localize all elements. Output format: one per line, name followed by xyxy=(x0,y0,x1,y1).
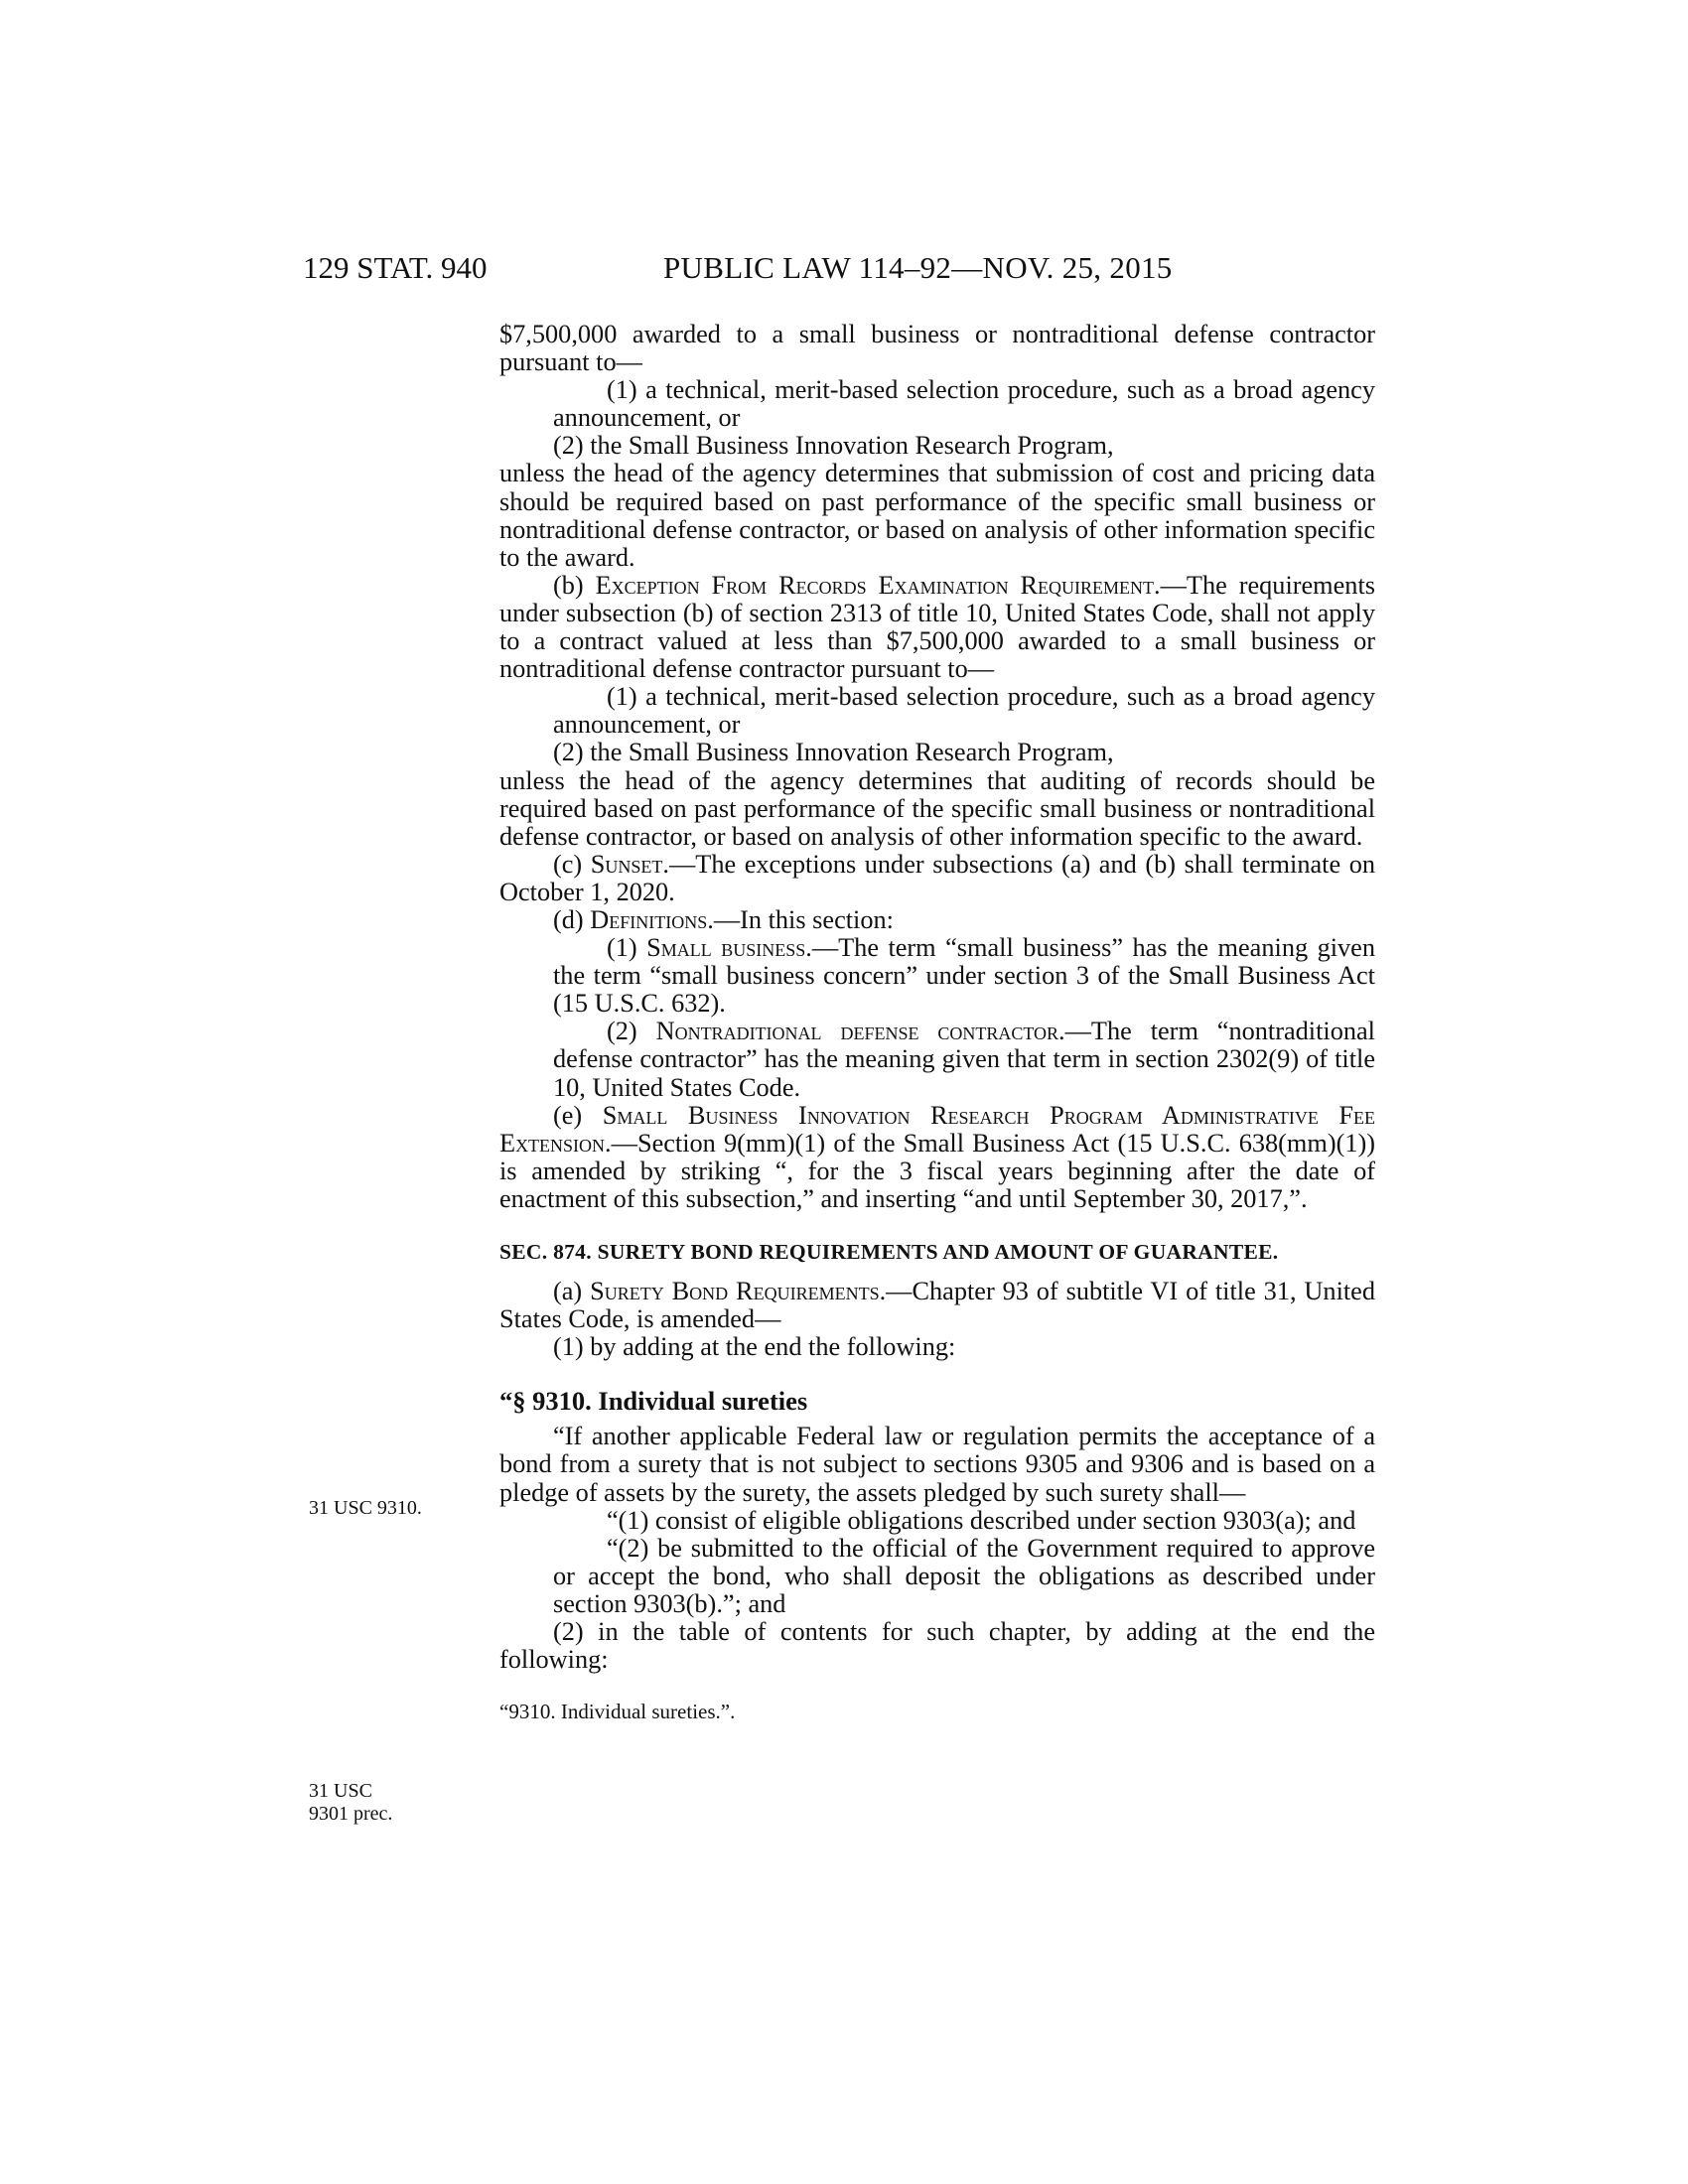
paragraph-heading: Nontraditional defense contractor. xyxy=(655,1017,1065,1046)
paragraph-text: —The term “nontraditional defense contractor” has the meaning given that term in section 2302(9) of title 10, United States Code. xyxy=(553,1017,1375,1102)
item-b2: (2) the Small Business Innovation Research Program, xyxy=(553,738,1114,767)
subsection-label: (c) xyxy=(553,849,591,879)
subsection-heading: Exception From Records Examination Requirement. xyxy=(595,570,1161,600)
margin-note-line: 31 USC xyxy=(309,1780,372,1802)
subsection-heading: Surety Bond Requirements. xyxy=(590,1277,887,1305)
paragraph-label: (1) xyxy=(607,933,647,963)
subsection-text: —Section 9(mm)(1) of the Small Business Act (15 U.S.C. 638(mm)(1)) is amended by striking “, for the 3 fiscal years beginning after the date of enactment of this subsection,” and inserting “and until September 30, 2017,”. xyxy=(499,1128,1375,1213)
subsection-d xyxy=(499,906,1375,934)
subsection-heading: Small Business Innovation Research Program Administrative Fee Extension. xyxy=(499,1100,1375,1158)
subsection-heading: Sunset. xyxy=(590,849,669,879)
section-874-heading: SEC. 874. SURETY BOND REQUIREMENTS AND AMOUNT OF GUARANTEE. xyxy=(499,1240,1279,1264)
statute-body xyxy=(499,321,1375,1725)
paragraph-heading: Small business. xyxy=(646,933,812,963)
statute-page-number: 129 STAT. 940 xyxy=(303,250,488,285)
subsection-heading: Definitions. xyxy=(590,904,714,934)
running-title: PUBLIC LAW 114–92—NOV. 25, 2015 xyxy=(663,250,1173,285)
subsection-label: (d) xyxy=(553,904,591,934)
margin-note-9310: 31 USC 9310. xyxy=(309,1497,422,1519)
section-874-item-2: (2) in the table of contents for such chapter, by adding at the end the following: xyxy=(499,1617,1375,1675)
subsection-text: —In this section: xyxy=(713,904,894,934)
quoted-text: “If another applicable Federal law or regulation permits the acceptance of a bond from a surety that is not subject to sections 9305 and 9306 and is based on a pledge of assets by the surety, the assets pledged by such surety shall— xyxy=(499,1422,1375,1507)
subsection-b xyxy=(499,572,1375,683)
subsection-e xyxy=(499,1102,1375,1213)
subsection-label: (a) xyxy=(553,1277,591,1305)
paragraph-text: —The term “small business” has the meaning given the term “small business concern” under section 3 of the Small Business Act (15 U.S.C. 632). xyxy=(553,933,1375,1019)
section-9310-heading: “§ 9310. Individual sureties xyxy=(499,1386,808,1417)
margin-note-9301 xyxy=(309,1780,392,1826)
paragraph-label: (2) xyxy=(607,1017,656,1046)
subsection-label: (e) xyxy=(553,1100,603,1130)
item-b1: (1) a technical, merit-based selection procedure, such as a broad agency announcement, or xyxy=(553,682,1375,740)
subsection-label: (b) xyxy=(553,570,596,600)
toc-entry: “9310. Individual sureties.”. xyxy=(499,1700,736,1724)
quoted-item-2: “(2) be submitted to the official of the Government required to approve or accept the bond, who shall deposit the obligations as described under section 9303(b).”; and xyxy=(553,1533,1375,1618)
item-a2: (2) the Small Business Innovation Research Program, xyxy=(553,431,1114,461)
unless-clause-a: unless the head of the agency determines that submission of cost and pricing data should be required based on past performance of the specific small business or nontraditional defense contractor, or based on analysis of other information specific to the award. xyxy=(499,459,1375,572)
subsection-c xyxy=(499,851,1375,906)
subsection-text: —Chapter 93 of subtitle VI of title 31, United States Code, is amended— xyxy=(499,1277,1376,1334)
item-a1: (1) a technical, merit-based selection procedure, such as a broad agency announcement, or xyxy=(553,375,1375,433)
subsection-text: —The exceptions under subsections (a) and (b) shall terminate on October 1, 2020. xyxy=(499,849,1375,906)
unless-clause-b: unless the head of the agency determines that auditing of records should be required based on past performance of the specific small business or nontraditional defense contractor, or based on analysis of other information specific to the award. xyxy=(499,765,1375,851)
definition-2 xyxy=(499,1018,1375,1101)
margin-note-line: 9301 prec. xyxy=(309,1803,393,1825)
page-header xyxy=(0,250,1688,290)
quoted-item-1: “(1) consist of eligible obligations described under section 9303(a); and xyxy=(607,1505,1356,1535)
section-874-subsection-a xyxy=(499,1278,1375,1333)
continued-paragraph: $7,500,000 awarded to a small business or nontraditional defense contractor pursuant to— xyxy=(499,320,1375,377)
definition-1 xyxy=(499,934,1375,1018)
section-874-item-1: (1) by adding at the end the following: xyxy=(553,1332,956,1362)
subsection-text: —The requirements under subsection (b) of section 2313 of title 10, United States Code, shall not apply to a contract valued at less than $7,500,000 awarded to a small business or nontraditional defense contractor pursuant to— xyxy=(499,570,1375,684)
